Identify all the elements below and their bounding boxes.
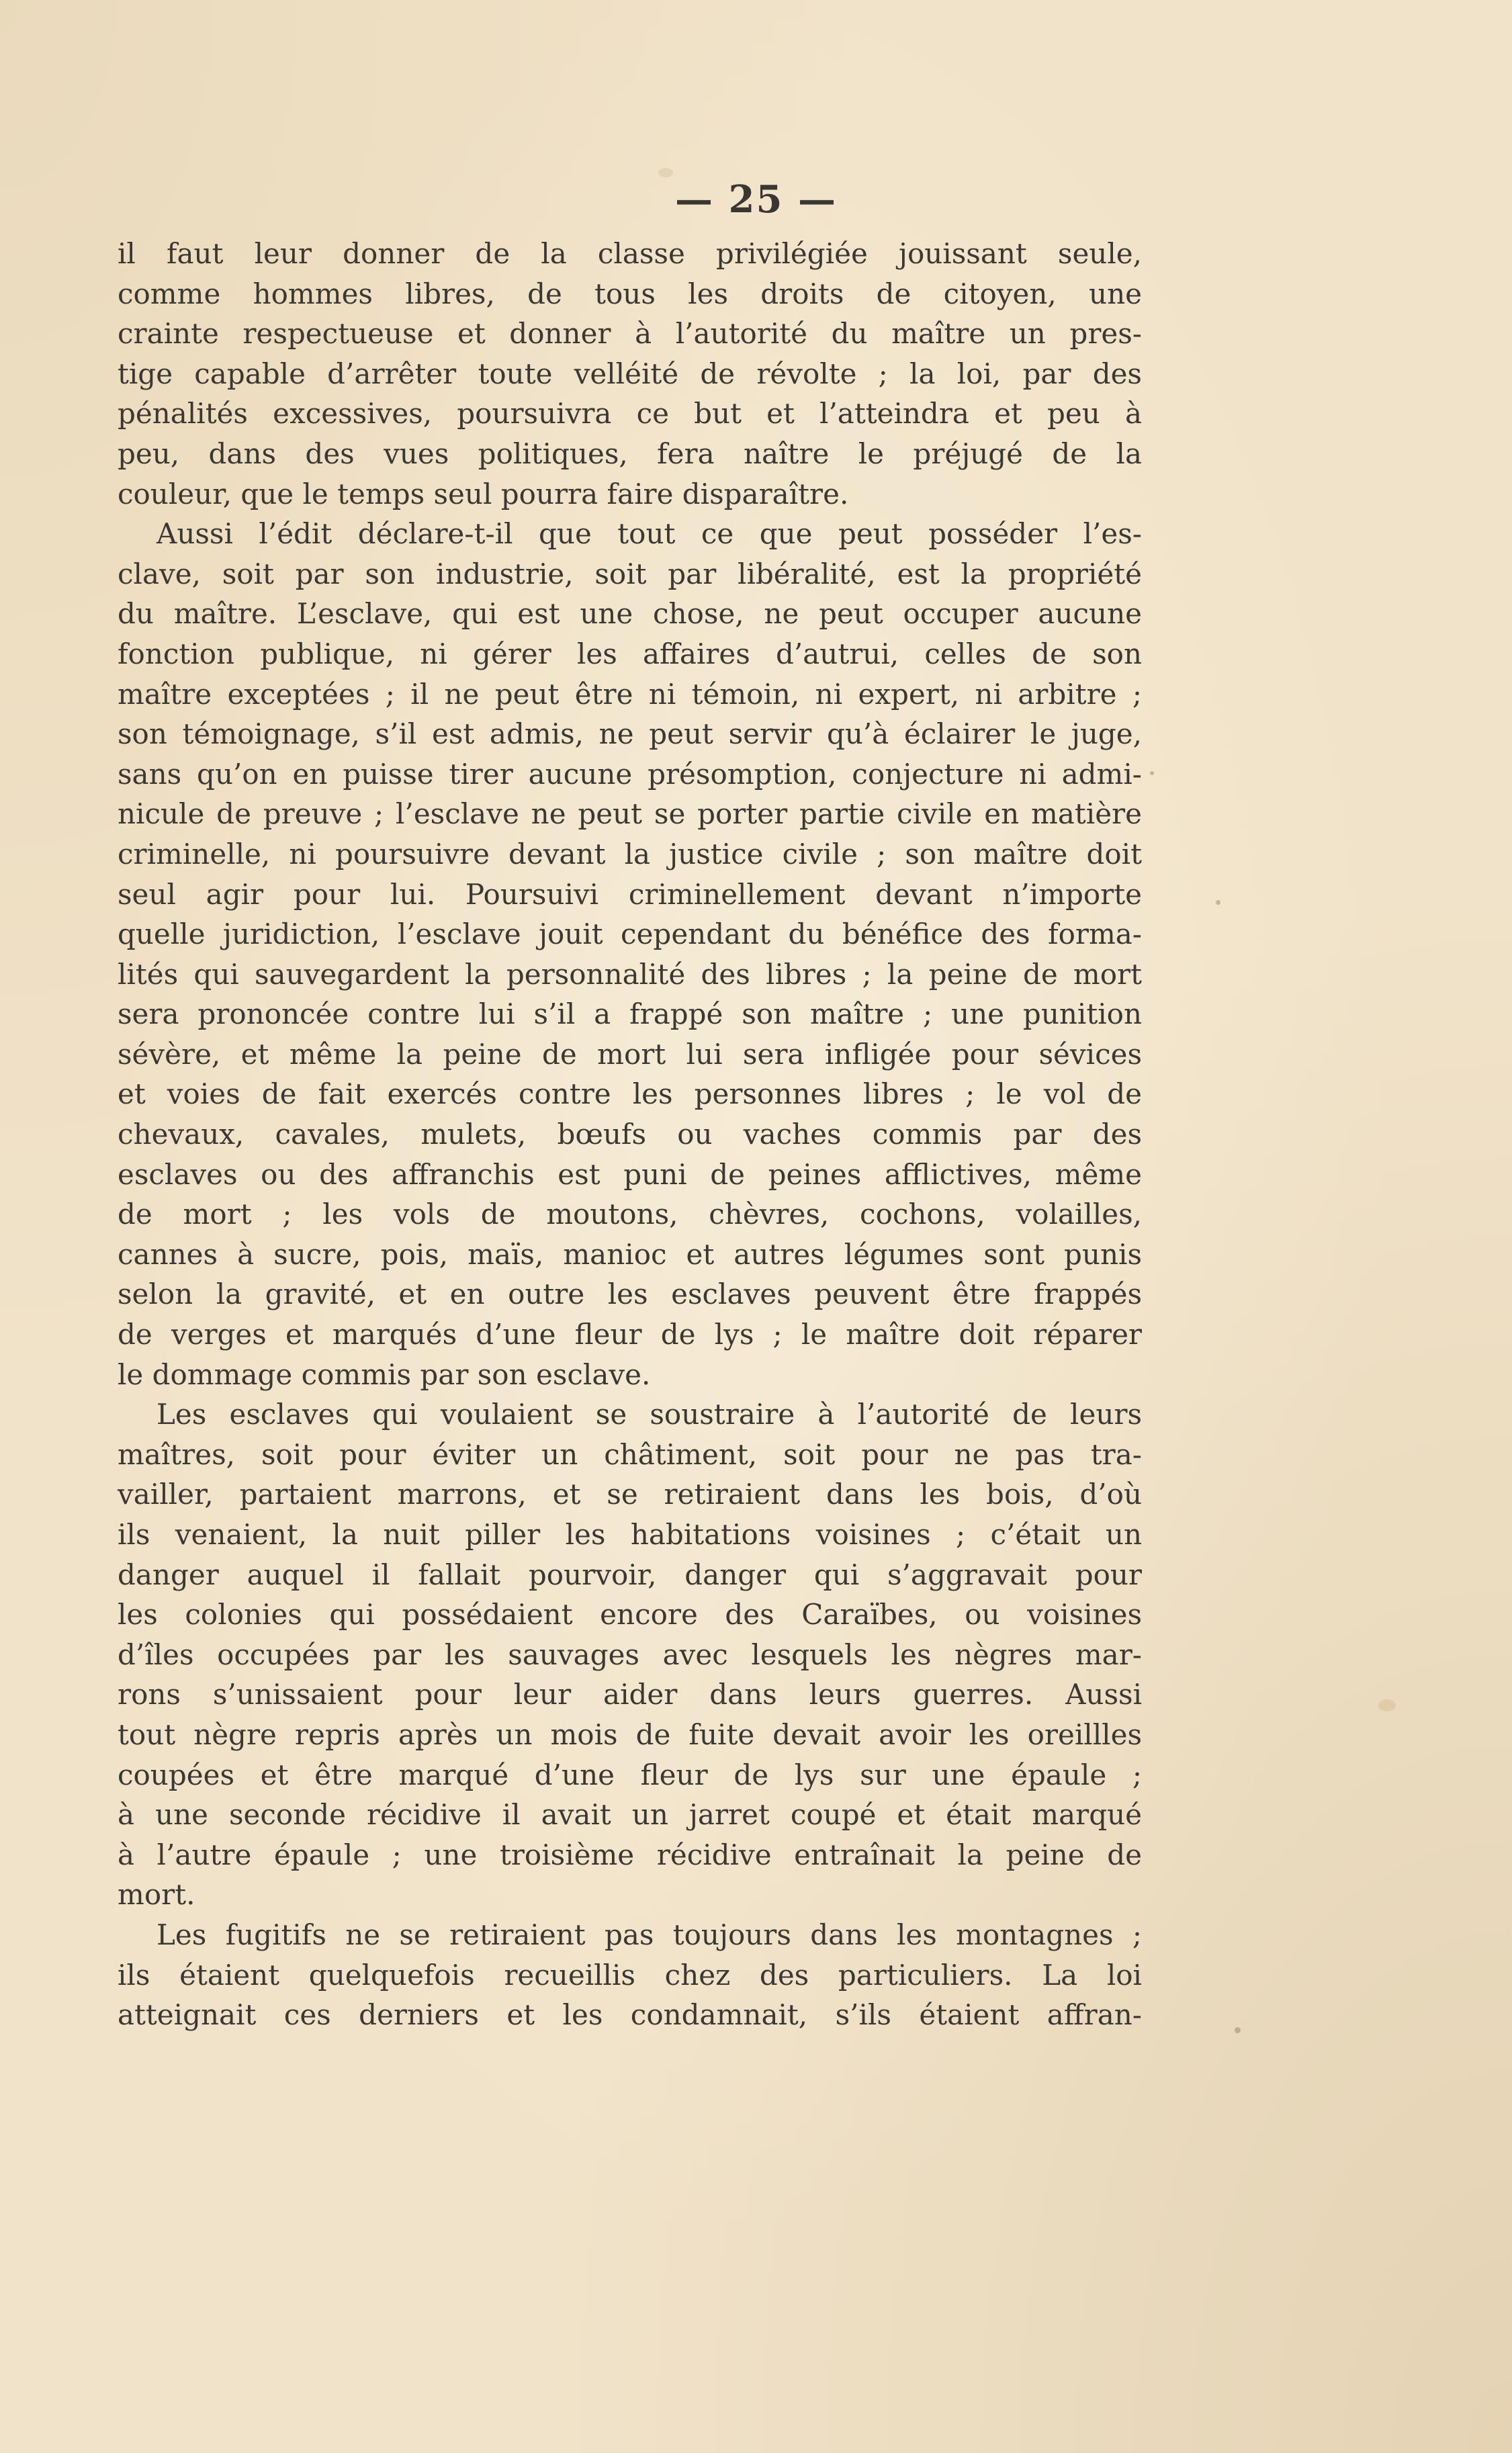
text-line: esclaves ou des affranchis est puni de peines afflictives, même — [118, 1157, 1142, 1191]
text-line: sans qu’on en puisse tirer aucune présomption, conjecture ni admi- — [118, 757, 1142, 791]
text-line: vailler, partaient marrons, et se retiraient dans les bois, d’où — [118, 1478, 1142, 1511]
text-line: nicule de preuve ; l’esclave ne peut se porter partie civile en matière — [118, 797, 1142, 831]
text-line: son témoignage, s’il est admis, ne peut servir qu’à éclairer le juge, — [118, 717, 1142, 751]
text-line: tout nègre repris après un mois de fuite devait avoir les oreillles — [118, 1718, 1142, 1751]
text-line: sera prononcée contre lui s’il a frappé son maître ; une punition — [118, 997, 1142, 1031]
text-line: pénalités excessives, poursuivra ce but et l’atteindra et peu à — [118, 397, 1142, 431]
text-line: tige capable d’arrêter toute velléité de révolte ; la loi, par des — [118, 357, 1142, 390]
text-line: quelle juridiction, l’esclave jouit cependant du bénéfice des forma- — [118, 918, 1142, 951]
text-line: maître exceptées ; il ne peut être ni témoin, ni expert, ni arbitre ; — [118, 677, 1142, 711]
text-line: selon la gravité, et en outre les esclaves peuvent être frappés — [118, 1278, 1142, 1311]
text-line: chevaux, cavales, mulets, bœufs ou vaches commis par des — [118, 1118, 1142, 1151]
text-line: ils étaient quelquefois recueillis chez des particuliers. La loi — [118, 1958, 1142, 1992]
text-line: cannes à sucre, pois, maïs, manioc et autres légumes sont punis — [118, 1237, 1142, 1271]
text-line: clave, soit par son industrie, soit par libéralité, est la propriété — [118, 557, 1142, 590]
paper-speck — [1235, 2027, 1241, 2033]
text-line: couleur, que le temps seul pourra faire disparaître. — [118, 477, 849, 510]
paper-speck — [658, 168, 673, 177]
text-line: maîtres, soit pour éviter un châtiment, soit pour ne pas tra- — [118, 1437, 1142, 1471]
text-line: et voies de fait exercés contre les personnes libres ; le vol de — [118, 1077, 1142, 1111]
body-text — [118, 234, 1142, 2035]
text-line: criminelle, ni poursuivre devant la justice civile ; son maître doit — [118, 837, 1142, 871]
text-line: du maître. L’esclave, qui est une chose, ne peut occuper aucune — [118, 597, 1142, 631]
paper-speck — [1216, 900, 1220, 905]
text-line: comme hommes libres, de tous les droits de citoyen, une — [118, 277, 1142, 310]
page-number: — 25 — — [675, 177, 837, 222]
paper-speck — [1378, 1699, 1396, 1711]
text-line: d’îles occupées par les sauvages avec lesquels les nègres mar- — [118, 1638, 1142, 1671]
paragraph-1 — [118, 234, 1142, 514]
text-line: à l’autre épaule ; une troisième récidive entraînait la peine de — [118, 1838, 1142, 1871]
text-line: danger auquel il fallait pourvoir, danger qui s’aggravait pour — [118, 1558, 1142, 1591]
text-line: rons s’unissaient pour leur aider dans leurs guerres. Aussi — [118, 1678, 1142, 1711]
text-line: sévère, et même la peine de mort lui sera infligée pour sévices — [118, 1037, 1142, 1071]
paragraph-2 — [118, 514, 1142, 1394]
text-line: mort. — [118, 1878, 195, 1912]
text-line: le dommage commis par son esclave. — [118, 1357, 651, 1391]
text-line: Les fugitifs ne se retiraient pas toujours dans les montagnes ; — [157, 1918, 1142, 1951]
paper-speck — [1150, 771, 1154, 775]
paragraph-3 — [118, 1394, 1142, 1915]
text-line: de mort ; les vols de moutons, chèvres, cochons, volailles, — [118, 1198, 1142, 1231]
text-line: Les esclaves qui voulaient se soustraire à l’autorité de leurs — [157, 1398, 1142, 1431]
text-line: Aussi l’édit déclare-t-il que tout ce que peut posséder l’es- — [157, 517, 1142, 551]
text-line: seul agir pour lui. Poursuivi criminellement devant n’importe — [118, 877, 1142, 911]
text-line: lités qui sauvegardent la personnalité des libres ; la peine de mort — [118, 957, 1142, 991]
text-line: peu, dans des vues politiques, fera naître le préjugé de la — [118, 437, 1142, 470]
text-line: les colonies qui possédaient encore des Caraïbes, ou voisines — [118, 1598, 1142, 1632]
text-line: atteignait ces derniers et les condamnait, s’ils étaient affran- — [118, 1998, 1142, 2032]
text-line: ils venaient, la nuit piller les habitations voisines ; c’était un — [118, 1518, 1142, 1551]
text-line: à une seconde récidive il avait un jarret coupé et était marqué — [118, 1798, 1142, 1832]
text-line: de verges et marqués d’une fleur de lys ; le maître doit réparer — [118, 1318, 1142, 1351]
paragraph-4 — [118, 1915, 1142, 2035]
text-line: il faut leur donner de la classe privilégiée jouissant seule, — [118, 237, 1142, 270]
text-line: coupées et être marqué d’une fleur de lys sur une épaule ; — [118, 1758, 1142, 1791]
text-line: crainte respectueuse et donner à l’autorité du maître un pres- — [118, 317, 1142, 351]
text-line: fonction publique, ni gérer les affaires d’autrui, celles de son — [118, 637, 1142, 670]
